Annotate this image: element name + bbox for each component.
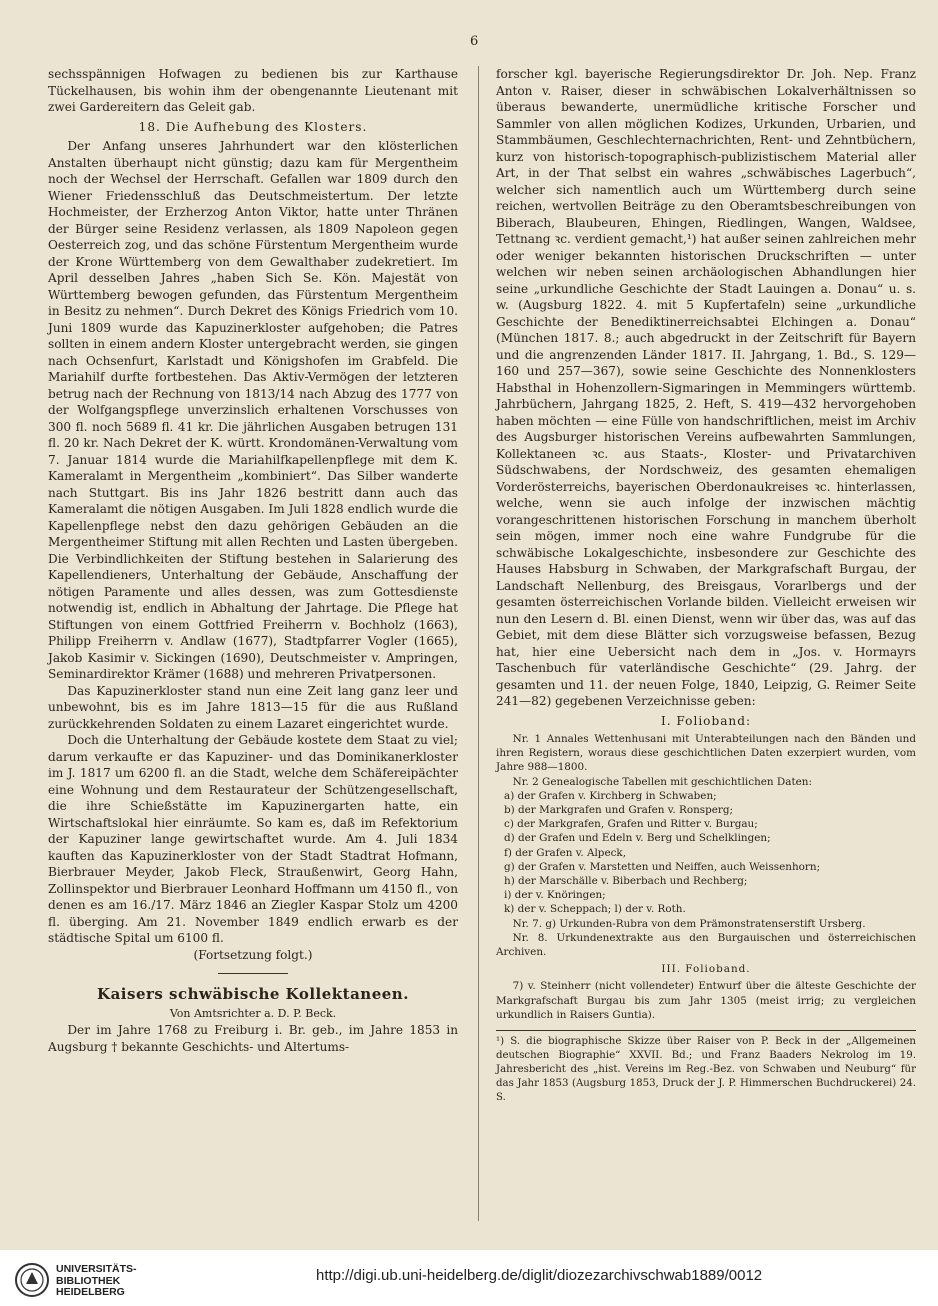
list-item: Nr. 1 Annales Wettenhusani mit Unterabteilungen nach den Bänden und ihren Registern, woraus diese geschichtlichen Daten exzerpiert wurden, vom Jahre 988—1800. [496, 733, 916, 774]
source-url-link[interactable]: http://digi.ub.uni-heidelberg.de/diglit/diozezarchivschwab1889/0012 [316, 1267, 763, 1284]
paragraph: forscher kgl. bayerische Regierungsdirektor Dr. Joh. Nep. Franz Anton v. Raiser, dieser in schwäbischen Lokalverhältnissen so überaus bewanderte, unermüdliche kritische Forscher und Sammler von allen möglichen Kodizes, Urkunden, Urbarien, und Stammbäumen, Geschlechternachrichten, Rent- und Zehntbüchern, kurz von historisch-topographisch-publizistischem Material aller Art, in der That selbst ein wahres „schwäbisches Lagerbuch“, welcher sich namentlich auch um Württemberg durch seine reichen, wertvollen Beiträge zu den Oberamtsbeschreibungen von Biberach, Blaubeuren, Ehingen, Riedlingen, Wangen, Waldsee, Tettnang ꝛc. verdient gemacht,¹) hat außer seinen zahlreichen mehr oder weniger bekannten historischen Druckschriften — unter welchen wir neben seinen archäologischen Abhandlungen hier seine „urkundliche Geschichte der Stadt Lauingen a. Donau“ u. s. w. (Augsburg 1822. 4. mit 5 Kupfertafeln) seine „urkundliche Geschichte der Benediktinerreichsabtei Elchingen a. Donau“ (München 1817. 8.; auch abgedruckt in der Zeitschrift für Bayern und die angrenzenden Länder 1817. II. Jahrgang, 1. Bd., S. 129—160 und 257—367), sowie seine Geschichte des Nonnenklosters Habsthal in Hohenzollern-Sigmaringen in Memmingers württemb. Jahrbüchern, Jahrgang 1825, 2. Heft, S. 419—432 hervorgehoben haben möchten — eine Fülle von handschriftlichen, meist im Archiv des Augsburger historischen Vereins aufbewahrten Sammlungen, Kollektaneen ꝛc. aus Staats-, Kloster- und Privatarchiven Südschwabens, der Nordschweiz, des gesamten ehemaligen Vorderösterreichs, bayerischen Oberdonaukreises ꝛc. hinterlassen, welche, wenn sie auch infolge der inzwischen mächtig vorangeschrittenen historischen Forschung in manchem überholt sein mögen, immer noch eine wahre Fundgrube für die schwäbische Lokalgeschichte, insbesondere zur Geschichte des Hauses Habsburg in Schwaben, der Markgrafschaft Burgau, der Landschaft Nellenburg, des Breisgaus, Vorarlbergs und der gesamten österreichischen Vorlande bilden. Vielleicht erweisen wir nun den Lesern d. Bl. einen Dienst, wenn wir über das, was auf das Gebiet, mit dem diese Blätter sich vorzugsweise befassen, Bezug hat, hier eine Uebersicht nach dem in „Jos. v. Hormayrs Taschenbuch für vaterländische Geschichte“ (29. Jahrg. der gesamten und 11. der neuen Folge, 1840, Leipzig, G. Reimer Seite 241—82) gegebenen Verzeichnisse geben: [496, 67, 916, 708]
list-item: Nr. 7. g) Urkunden-Rubra von dem Prämonstratenserstift Ursberg. [512, 917, 866, 930]
paragraph: sechsspännigen Hofwagen zu bedienen bis zur Karthause Tückelhausen, bis wohin ihm der obengenannte Lieutenant mit zwei Gardereitern das Geleit gab. [48, 67, 458, 114]
list-item: k) der v. Scheppach; l) der v. Roth. [504, 903, 686, 916]
section-heading: 18. Die Aufhebung des Klosters. [138, 119, 368, 134]
list-item: Nr. 8. Urkundenextrakte aus den Burgauischen und österreichischen Archiven. [496, 931, 916, 959]
library-footer [0, 1250, 938, 1306]
list-item: h) der Marschälle v. Biberbach und Rechberg; [504, 875, 748, 888]
catalogue-list [496, 732, 916, 1022]
divider-rule [218, 973, 288, 974]
right-column [496, 66, 916, 1105]
column-divider [478, 66, 479, 1221]
list-item: d) der Grafen und Edeln v. Berg und Schelklingen; [504, 832, 771, 845]
list-item: g) der Grafen v. Marstetten und Neiffen, auch Weissenhorn; [504, 860, 821, 873]
list-item: Nr. 2 Genealogische Tabellen mit geschichtlichen Daten: [512, 775, 812, 788]
list-item: b) der Markgrafen und Grafen v. Ronsperg; [504, 804, 734, 817]
list-item: 7) v. Steinherr (nicht vollendeter) Entwurf über die älteste Geschichte der Markgrafschaft Burgau bis zum Jahr 1305 (meist irrig; zu vergleichen urkundlich in Raisers Guntia). [496, 980, 916, 1021]
list-item: a) der Grafen v. Kirchberg in Schwaben; [504, 789, 717, 802]
subheading: III. Folioband. [661, 963, 751, 976]
article-title: Kaisers schwäbische Kollektaneen. [97, 985, 409, 1003]
list-item: c) der Markgrafen, Grafen und Ritter v. Burgau; [504, 818, 758, 831]
subheading: I. Folioband: [660, 713, 752, 728]
paragraph: Das Kapuzinerkloster stand nun eine Zeit lang ganz leer und unbewohnt, bis es im Jahre 1813—15 für die aus Rußland zurückkehrenden Soldaten zu einem Lazaret eingerichtet wurde. [48, 683, 458, 731]
paragraph: Der Anfang unseres Jahrhundert war den klösterlichen Anstalten überhaupt nicht günstig; dazu kam für Mergentheim noch der Wechsel der Herrschaft. Gefallen war 1809 durch den Wiener Friedensschluß das Deutschmeistertum. Der letzte Hochmeister, der Erzherzog Anton Viktor, hatte unter Thränen der Bürger seine Residenz verlassen, als 1809 Napoleon gegen Oesterreich zog, und das schöne Fürstentum Mergentheim wurde der Krone Württemberg von dem Gewalthaber zudekretiert. Im April desselben Jahres „haben Sich Se. Kön. Majestät von Württemberg bewogen gefunden, das Fürstentum Mergentheim in Besitz zu nehmen“. Durch Dekret des Königs Friedrich vom 10. Juni 1809 wurde das Kapuzinerkloster aufgehoben; die Patres sollten in einem andern Kloster untergebracht werden, sie gingen nach Ochsenfurt, Karlstadt und Königshofen im Grabfeld. Die Mariahilf durfte fortbestehen. Das Aktiv-Vermögen der letzteren betrug nach der Rechnung von 1813/14 nach Abzug des 1777 von der Wolfgangspflege unverzinslich erhaltenen Vorschusses von 300 fl. noch 5689 fl. 41 kr. Die jährlichen Ausgaben betrugen 131 fl. 20 kr. Nach Dekret der K. württ. Krondomänen-Verwaltung vom 7. Januar 1814 wurde die Mariahilfkapellenpflege mit dem K. Kameralamt in Mergentheim „kombiniert“. Das Silber wanderte nach Stuttgart. Bis ins Jahr 1826 bestritt dann auch das Kameralamt die nötigen Ausgaben. Im Juli 1828 endlich wurde die Kapellenpflege nebst den dazu gehörigen Gebäuden an die Mergentheimer Stiftung mit allen Rechten und Lasten übergeben. Die Verbindlichkeiten der Stiftung bestehen in Salarierung des Kapellendieners, Unterhaltung der Gebäude, Anschaffung der nötigen Paramente und alles dessen, was zum Gottesdienste notwendig ist, endlich in Abhaltung der Jahrtage. Die Pflege hat Stiftungen von einem Gottfried Freiherrn v. Bochholz (1663), Philipp Freiherrn v. Andlaw (1677), Stadtpfarrer Vogler (1665), Jakob Kasimir v. Sickingen (1690), Deutschmeister v. Ampringen, Seminardirektor Krämer (1688) und mehreren Privatpersonen. [48, 139, 458, 681]
continued-note: (Fortsetzung folgt.) [193, 947, 313, 962]
list-item: f) der Grafen v. Alpeck, [504, 846, 627, 859]
university-seal-icon [14, 1262, 50, 1298]
paragraph: Doch die Unterhaltung der Gebäude kostete dem Staat zu viel; darum verkaufte er das Kapuziner- und das Dominikanerkloster im J. 1817 um 6200 fl. an die Stadt, welche dem Schäfereipächter eine Wohnung und dem Restaurateur der Schützengesellschaft, die ihre Schießstätte im Kapuzinergarten hatte, ein Wirtschaftslokal hier einräumte. So kam es, daß im Refektorium der Kapuziner lange gewirtschaftet wurde. Am 4. Juli 1834 kauften das Kapuzinerkloster von der Stadt Stadtrat Hofmann, Bierbrauer Meyder, Jakob Fleck, Straußenwirt, Georg Hahn, Zollinspektor und Bierbrauer Leonhard Hoffmann um 4150 fl., von denen es am 16./17. März 1846 an Ziegler Kaspar Stolz um 4200 fl. überging. Am 21. November 1849 endlich erwarb es der städtische Spital um 6100 fl. [48, 733, 458, 945]
institution-name: UNIVERSITÄTS- BIBLIOTHEK HEIDELBERG [56, 1263, 137, 1298]
page-number: 6 [470, 34, 479, 49]
footnote: ¹) S. die biographische Skizze über Raiser von P. Beck in der „Allgemeinen deutschen Biographie“ XXVII. Bd.; und Franz Baaders Nekrolog im 19. Jahresbericht des „hist. Vereins im Reg.-Bez. von Schwaben und Neuburg“ für das Jahr 1853 (Augsburg 1853, Druck der J. P. Himmerschen Buchdruckerei) 24. S. [496, 1030, 916, 1105]
paragraph: Der im Jahre 1768 zu Freiburg i. Br. geb., im Jahre 1853 in Augsburg † bekannte Geschichts- und Altertums- [48, 1023, 458, 1054]
left-column [48, 66, 458, 1055]
byline: Von Amtsrichter a. D. P. Beck. [169, 1006, 337, 1020]
list-item: i) der v. Knöringen; [504, 889, 606, 902]
